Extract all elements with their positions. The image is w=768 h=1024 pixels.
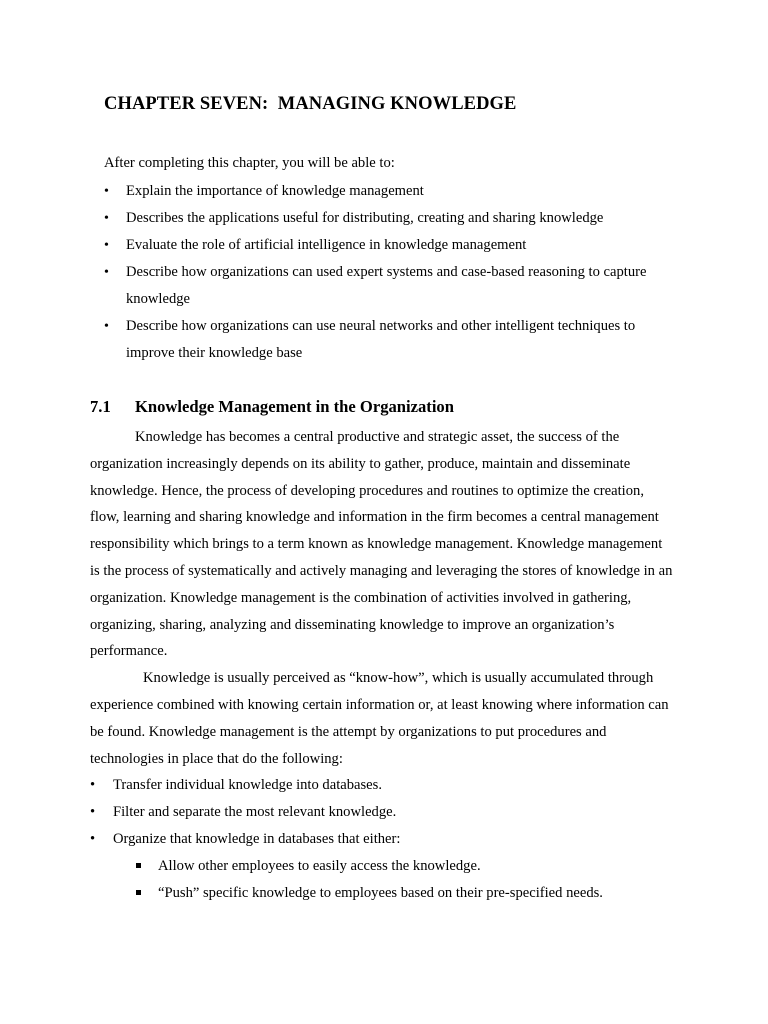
objective-text: Describe how organizations can used expert systems and case-based reasoning to capture knowledge (126, 264, 647, 307)
objective-text: Describes the applications useful for distributing, creating and sharing knowledge (126, 210, 604, 226)
bullet-icon: • (90, 804, 96, 821)
square-bullet-icon (136, 890, 141, 895)
sub-list-item (135, 880, 675, 907)
list-item-text: Transfer individual knowledge into databases. (113, 777, 382, 794)
sub-list-item (135, 853, 675, 880)
km-activities-list (90, 772, 675, 852)
list-item (90, 772, 675, 799)
bullet-icon: • (104, 211, 109, 226)
objective-item (104, 232, 684, 259)
sub-list-item-text: “Push” specific knowledge to employees based on their pre-specified needs. (158, 884, 603, 901)
objectives-list (104, 178, 684, 367)
km-sub-list (90, 853, 675, 907)
sub-list-item-text: Allow other employees to easily access the knowledge. (158, 857, 481, 874)
list-item-text: Filter and separate the most relevant knowledge. (113, 804, 397, 821)
section-body (90, 424, 675, 906)
section-title: Knowledge Management in the Organization (135, 397, 454, 416)
objective-text: Explain the importance of knowledge management (126, 183, 424, 199)
section-number: 7.1 (90, 397, 111, 416)
objective-item (104, 259, 684, 313)
objective-item (104, 178, 684, 205)
bullet-icon: • (90, 777, 96, 794)
body-paragraph: Knowledge is usually perceived as “know-how”, which is usually accumulated through experience combined with knowing certain information or, at least knowing where information can be found. Knowledge management is the attempt by organizations to put procedures and technologies in place that do the following: (90, 670, 669, 767)
square-bullet-icon (136, 863, 141, 868)
bullet-icon: • (90, 830, 96, 847)
body-paragraph: Knowledge has becomes a central productive and strategic asset, the success of the organization increasingly depends on its ability to gather, produce, maintain and disseminate knowledge. Hence, the process of developing procedures and routines to optimize the creation, flow, learning and sharing knowledge and information in the firm becomes a central management responsibility which brings to a term known as knowledge management. Knowledge management is the process of systematically and actively managing and leveraging the stores of knowledge in an organization. Knowledge management is the combination of activities involved in gathering, organizing, sharing, analyzing and disseminating knowledge to improve an organization’s performance. (90, 429, 673, 660)
chapter-title: CHAPTER SEVEN: MANAGING KNOWLEDGE (104, 94, 517, 114)
objectives-intro: After completing this chapter, you will be able to: (104, 155, 395, 171)
objective-item (104, 205, 684, 232)
list-item (90, 799, 675, 826)
bullet-icon: • (104, 319, 109, 334)
bullet-icon: • (104, 265, 109, 280)
section-heading (90, 397, 454, 417)
objective-text: Evaluate the role of artificial intelligence in knowledge management (126, 237, 527, 253)
list-item-text: Organize that knowledge in databases that either: (113, 830, 401, 847)
bullet-icon: • (104, 238, 109, 253)
list-item (90, 826, 675, 853)
objective-item (104, 313, 684, 367)
bullet-icon: • (104, 184, 109, 199)
objective-text: Describe how organizations can use neural networks and other intelligent techniques to improve their knowledge base (126, 318, 636, 361)
